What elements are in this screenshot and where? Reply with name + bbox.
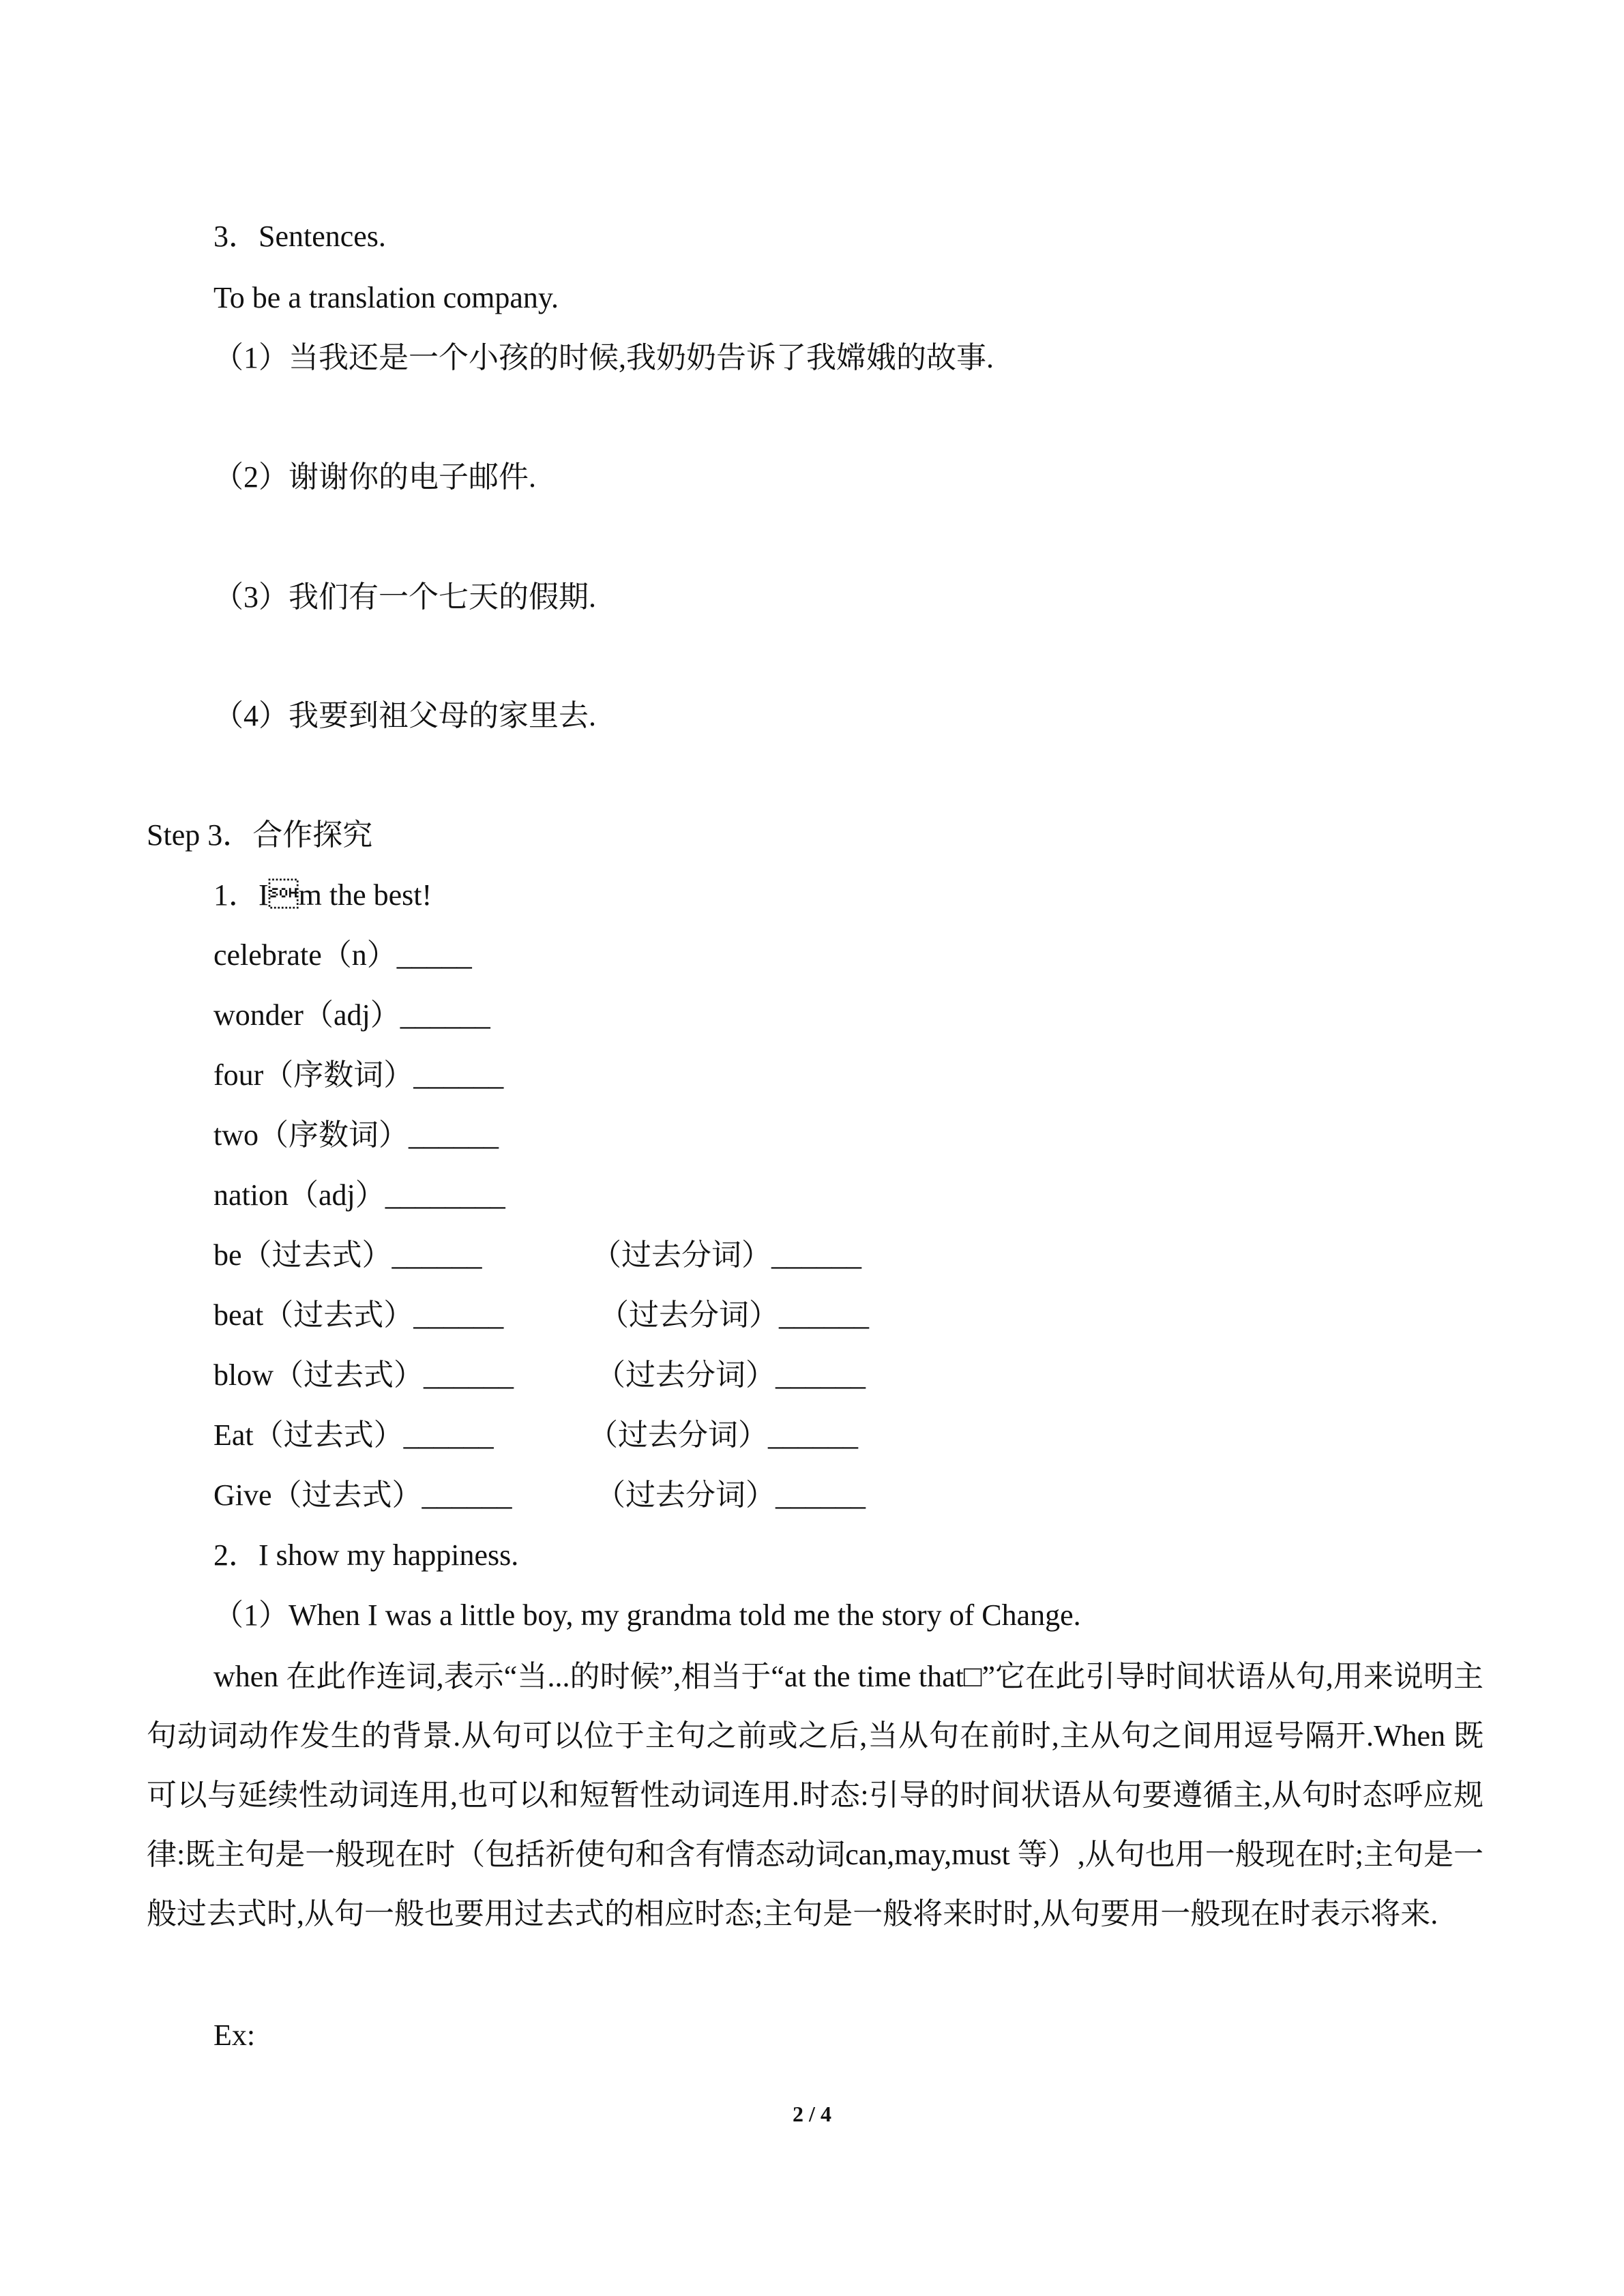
grammar-explanation: when 在此作连词,表示“当...的时候”,相当于“at the time that□”它在此引导时间状语从句,用来说明主句动词动作发生的背景.从句可以位于主句之前或之后,当从句在前时,主从句之间用逗号隔开.When 既可以与延续性动词连用,也可以和短暂性动词连用.时态:引导的时间状语从句要遵循主,从句时态呼应规律:既主句是一般现在时（包括祈使句和含有情态动词can,may,must 等）,从句也用一般现在时;主句是一般过去式时,从句一般也要用过去式的相应时态;主句是一般将来时时,从句要用一般现在时表示将来. [147,1660,1483,1930]
sentence-item-3: （3）我们有一个七天的假期. [213,580,596,614]
part2-title: 2．I show my happiness. [213,1538,519,1572]
word-form-two: two（序数词）______ [213,1118,499,1152]
verb-participle-be: （过去分词）______ [591,1238,861,1272]
example-sentence: （1）When I was a little boy, my grandma told me the story of Change. [213,1598,1081,1632]
word-form-celebrate: celebrate（n）_____ [213,938,472,972]
verb-past-be: be（过去式）______ [213,1238,482,1272]
verb-past-blow: blow（过去式）______ [213,1358,514,1392]
step3-heading: Step 3．合作探究 [147,818,373,852]
verb-past-eat: Eat（过去式）______ [213,1418,494,1452]
verb-participle-blow: （过去分词）______ [595,1358,866,1392]
page-number: 2 / 4 [793,2102,831,2126]
verb-participle-give: （过去分词）______ [595,1478,866,1512]
sentence-item-2: （2）谢谢你的电子邮件. [213,460,536,494]
section-intro: To be a translation company. [213,281,559,314]
verb-participle-beat: （过去分词）______ [599,1298,869,1332]
verb-past-beat: beat（过去式）______ [213,1298,504,1332]
verb-participle-eat: （过去分词）______ [588,1418,858,1452]
word-form-four: four（序数词）______ [213,1058,504,1092]
verb-past-give: Give（过去式）______ [213,1478,512,1512]
part1-title: 1．Im the best! [213,878,432,912]
ex-label: Ex: [213,2018,256,2052]
sentence-item-4: （4）我要到祖父母的家里去. [213,699,596,732]
section-heading-sentences: 3．Sentences. [213,220,386,253]
word-form-nation: nation（adj）________ [213,1178,505,1212]
word-form-wonder: wonder（adj）______ [213,998,490,1032]
sentence-item-1: （1）当我还是一个小孩的时候,我奶奶告诉了我嫦娥的故事. [213,341,994,374]
